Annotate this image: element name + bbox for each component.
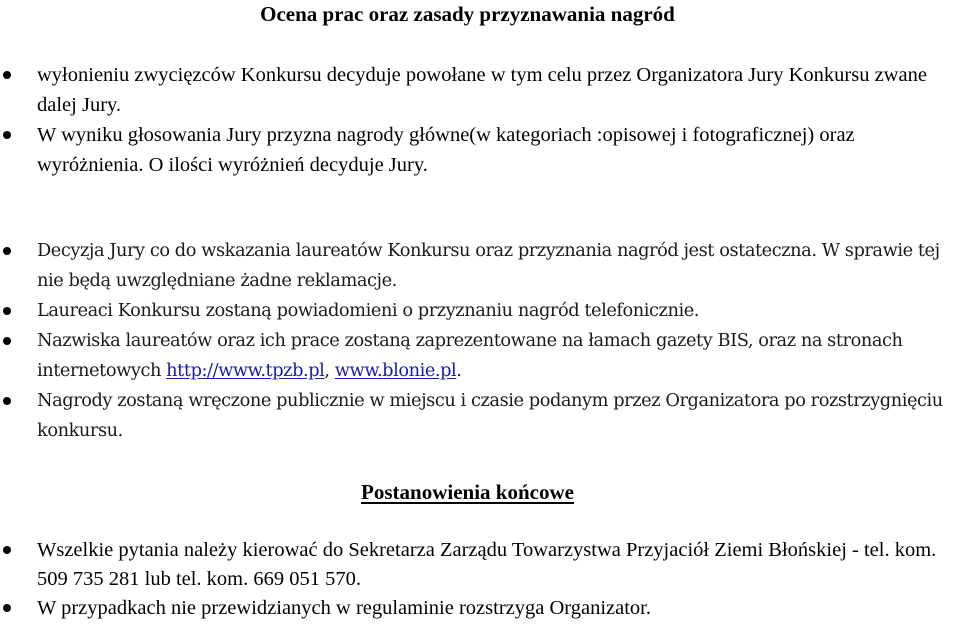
list-item <box>0 536 960 594</box>
bullet-icon <box>3 131 11 139</box>
blonie-link[interactable]: www.blonie.pl <box>334 360 457 381</box>
bullet-icon <box>3 71 11 79</box>
list-item-text: Nazwiska laureatów oraz ich prace zostaną zaprezentowane na łamach gazety BIS, oraz na stronach internetowych <box>37 330 903 381</box>
bullet-icon <box>3 546 11 554</box>
list-item-text: W wyniku głosowania Jury przyzna nagrody główne(w kategoriach :opisowej i fotograficznej) oraz wyróżnienia. O ilości wyróżnień decyduje Jury. <box>37 124 855 176</box>
list-item <box>0 386 960 446</box>
list-item <box>0 594 960 623</box>
link-separator: , <box>324 360 335 381</box>
tpzb-link[interactable]: http://www.tpzb.pl <box>166 360 325 381</box>
bullet-icon <box>3 604 11 612</box>
bullet-icon <box>3 307 11 315</box>
list-item <box>0 236 960 296</box>
list-item <box>0 120 960 180</box>
list-item-text: Decyzja Jury co do wskazania laureatów Konkursu oraz przyznania nagród jest ostateczna. W sprawie tej nie będą uwzględniane żadne reklamacje. <box>37 240 940 291</box>
list-item <box>0 326 960 386</box>
list-item-text: Laureaci Konkursu zostaną powiadomieni o przyznaniu nagród telefonicznie. <box>37 300 699 321</box>
list-item-text: W przypadkach nie przewidzianych w regulaminie rozstrzyga Organizator. <box>37 597 651 619</box>
bullet-icon <box>3 397 11 405</box>
bullet-icon <box>3 247 11 255</box>
decision-list <box>0 236 960 446</box>
list-item-text: Nagrody zostaną wręczone publicznie w miejscu i czasie podanym przez Organizatora po rozstrzygnięciu konkursu. <box>37 390 943 441</box>
section-heading-final-provisions: Postanowienia końcowe <box>361 480 574 504</box>
list-item-text: wyłonieniu zwycięzców Konkursu decyduje powołane w tym celu przez Organizatora Jury Konkursu zwane dalej Jury. <box>37 64 927 116</box>
final-provisions-list <box>0 536 960 623</box>
list-item <box>0 60 960 120</box>
evaluation-list <box>0 60 960 180</box>
list-item <box>0 296 960 326</box>
list-item-text: Wszelkie pytania należy kierować do Sekretarza Zarządu Towarzystwa Przyjaciół Ziemi Błońskiej - tel. kom. 509 735 281 lub tel. kom. 669 051 570. <box>37 539 937 590</box>
list-item-end: . <box>456 360 462 381</box>
section-heading-evaluation: Ocena prac oraz zasady przyznawania nagród <box>260 2 675 26</box>
bullet-icon <box>3 337 11 345</box>
